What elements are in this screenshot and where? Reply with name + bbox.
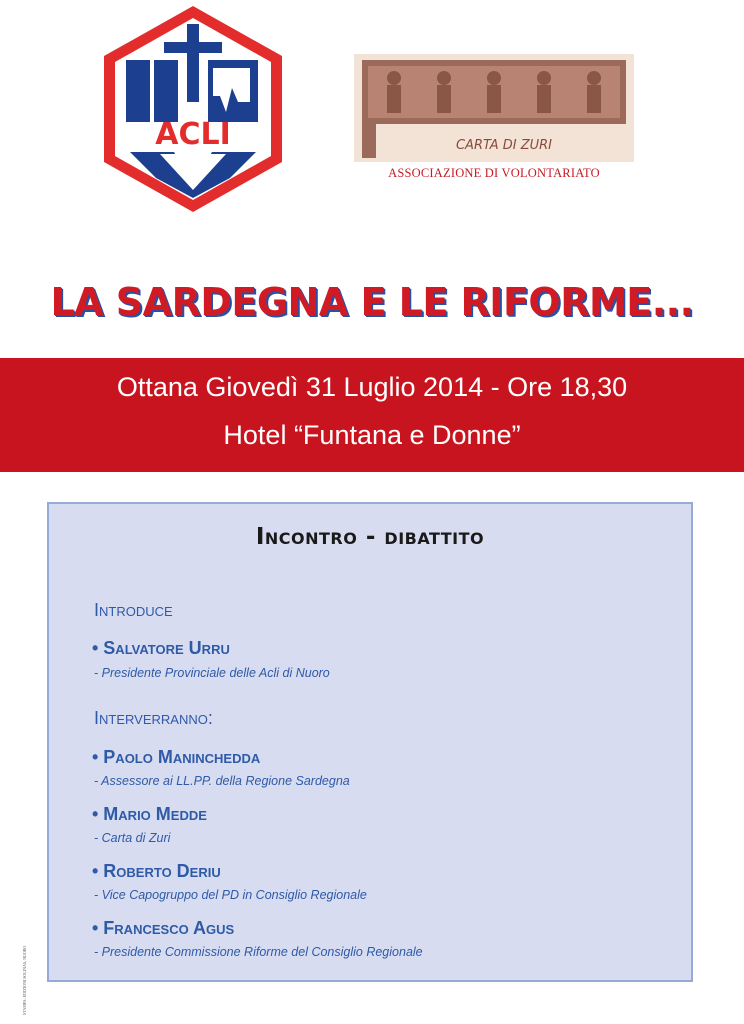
panel-heading: Incontro - dibattito	[255, 524, 485, 550]
speaker-role: - Carta di Zuri	[94, 831, 171, 845]
speaker-name: • Roberto Deriu	[92, 861, 221, 881]
intro-label: Introduce	[94, 600, 173, 620]
event-date-time: Ottana Giovedì 31 Luglio 2014 - Ore 18,30	[116, 372, 628, 402]
acli-logo	[98, 2, 288, 216]
speaker-name: • Francesco Agus	[92, 918, 235, 938]
speakers-label: Interverranno:	[94, 708, 213, 728]
acli-logo-text: ACLI	[155, 117, 231, 152]
speaker-name: • Paolo Maninchedda	[92, 747, 261, 767]
event-banner	[0, 358, 744, 472]
carta-di-zuri-logo	[354, 54, 634, 162]
association-label: ASSOCIAZIONE DI VOLONTARIATO	[388, 166, 600, 180]
carta-logo-text: CARTA DI ZURI	[455, 138, 553, 153]
speaker-role: - Vice Capogruppo del PD in Consiglio Regionale	[94, 888, 367, 902]
event-venue: Hotel “Funtana e Donne”	[223, 420, 521, 450]
intro-speaker-role: - Presidente Provinciale delle Acli di Nuoro	[94, 666, 330, 680]
speaker-role: - Assessore ai LL.PP. della Regione Sardegna	[94, 774, 350, 788]
intro-speaker-name: • Salvatore Urru	[92, 638, 230, 658]
speaker-name: • Mario Medde	[92, 804, 207, 824]
speaker-role: - Presidente Commissione Riforme del Consiglio Regionale	[94, 945, 423, 959]
printer-note: STAMPA: EDIZIONI SOLINAS, NUORO	[22, 945, 27, 1015]
page-title: LA SARDEGNA E LE RIFORME...	[50, 280, 694, 324]
program-panel	[47, 502, 693, 982]
